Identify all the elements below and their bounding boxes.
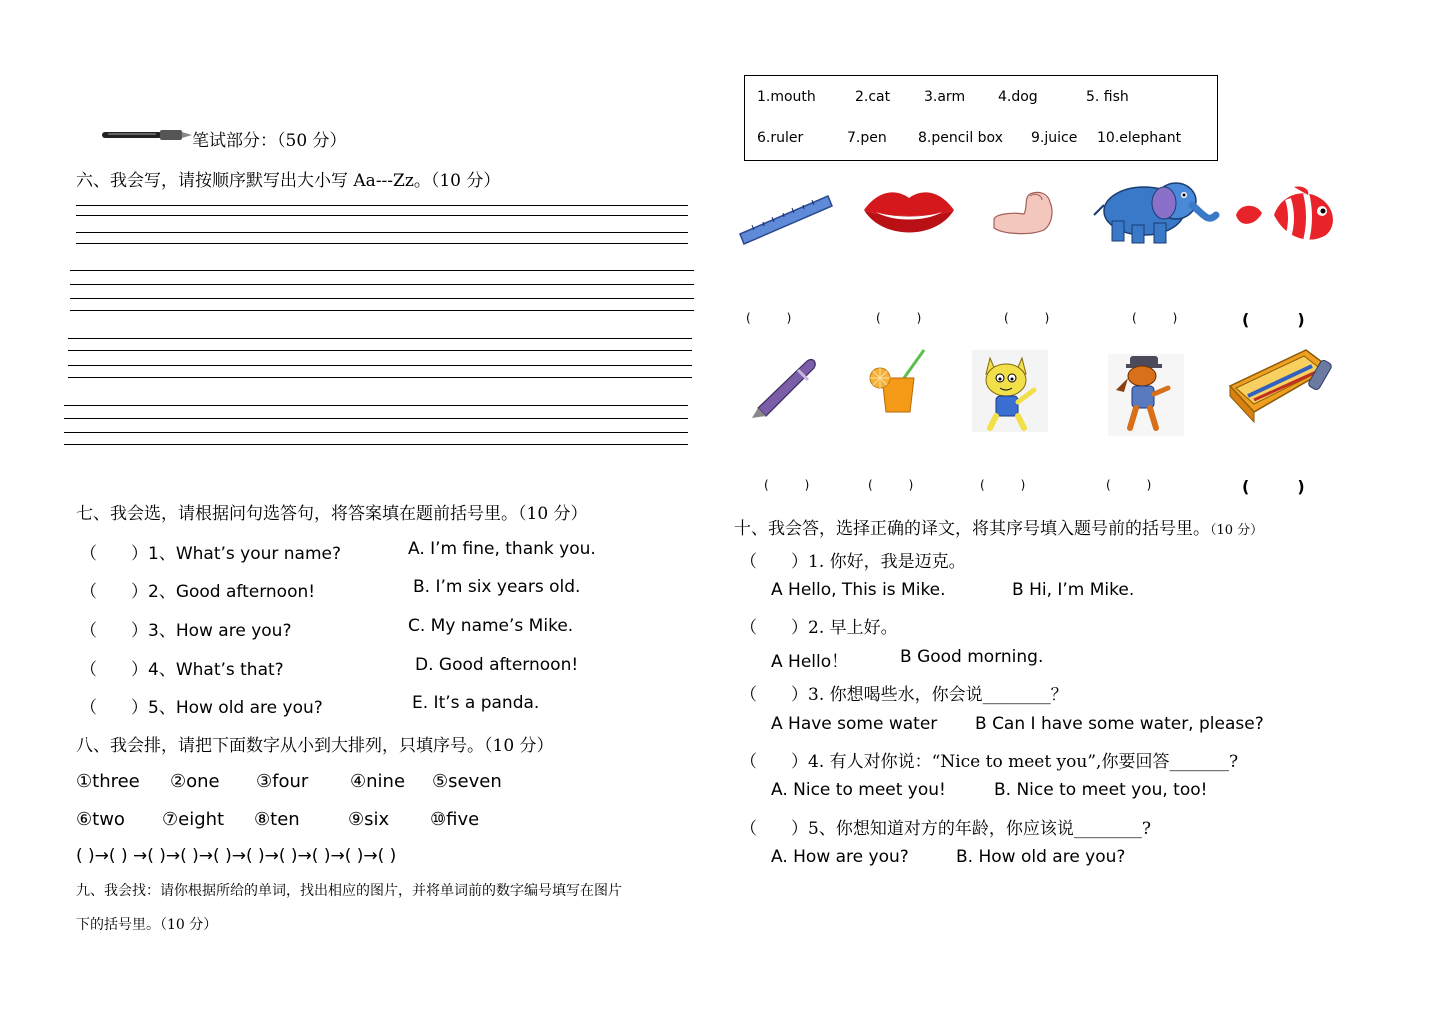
section-10-title-text: 十、我会答，选择正确的译文，将其序号填入题号前的括号里。 [734, 519, 1210, 539]
dog-picture [1108, 354, 1184, 436]
ruler-picture [738, 190, 834, 250]
answer-blank[interactable]: ( ) [980, 478, 1026, 492]
word-bank-item: 1.mouth [757, 89, 816, 105]
sec10-option-a: A Have some water [771, 714, 938, 734]
section-6-title: 六、我会写，请按顺序默写出大小写 Aa---Zz。（10 分） [76, 171, 501, 191]
sec7-answer-a: A. I’m fine, thank you. [408, 539, 596, 559]
section-7-title: 七、我会选，请根据问句选答句，将答案填在题前括号里。（10 分） [76, 504, 588, 524]
answer-blank[interactable]: ( ) [746, 311, 792, 325]
sec10-question-5: （ ）5、你想知道对方的年龄，你应该说________? [740, 819, 1151, 839]
sec10-option-a: A Hello！ [771, 652, 849, 672]
cat-picture [972, 350, 1048, 432]
number-word: ③four [256, 771, 309, 792]
fountain-pen-icon [102, 128, 192, 142]
word-bank-item: 6.ruler [757, 130, 804, 146]
word-bank-item: 3.arm [924, 89, 966, 105]
answer-blank[interactable]: ( ) [764, 478, 810, 492]
number-word: ④nine [350, 771, 406, 792]
number-word: ⑥two [76, 809, 125, 830]
number-word: ⑨six [348, 809, 390, 830]
word-bank-item: 9.juice [1031, 130, 1078, 146]
number-word: ①three [76, 771, 140, 792]
sec7-answer-d: D. Good afternoon! [415, 655, 579, 675]
section-9-title-line2: 下的括号里。（10 分） [76, 917, 218, 933]
sec7-answer-c: C. My name’s Mike. [408, 616, 574, 636]
section-9-title-line1: 九、我会找：请你根据所给的单词，找出相应的图片，并将单词前的数字编号填写在图片 [76, 883, 622, 899]
word-bank-item: 7.pen [847, 130, 887, 146]
section-10-title [734, 514, 1263, 539]
fish-picture [1234, 185, 1340, 247]
arm-picture [990, 190, 1062, 240]
sec10-question-4: （ ）4. 有人对你说：“Nice to meet you”,你要回答_______? [740, 752, 1239, 772]
sec10-option-b: B Good morning. [900, 647, 1044, 667]
sec7-question-3: （ ）3、How are you? [80, 621, 292, 641]
number-word: ②one [170, 771, 220, 792]
lips-picture [862, 188, 956, 240]
sec10-question-1: （ ）1. 你好，我是迈克。 [740, 552, 966, 572]
word-bank-item: 4.dog [998, 89, 1038, 105]
sec10-option-b: B Hi, I’m Mike. [1012, 580, 1135, 600]
sec7-question-5: （ ）5、How old are you? [80, 698, 323, 718]
word-bank-item: 2.cat [855, 89, 891, 105]
number-word: ⑤seven [432, 771, 502, 792]
answer-blank[interactable]: ( ) [868, 478, 914, 492]
sec10-option-a: A Hello, This is Mike. [771, 580, 946, 600]
sec10-question-3: （ ）3. 你想喝些水，你会说________？ [740, 685, 1068, 705]
word-bank-item: 5. fish [1086, 89, 1129, 105]
sec10-option-a: A. Nice to meet you! [771, 780, 946, 800]
number-word: ⑩five [430, 809, 480, 830]
word-bank-item: 10.elephant [1097, 130, 1182, 146]
answer-blank[interactable]: ( ) [1132, 311, 1178, 325]
number-word: ⑧ten [254, 809, 300, 830]
answer-blank[interactable]: ( ) [1106, 478, 1152, 492]
sec10-option-b: B. How old are you? [956, 847, 1126, 867]
sec10-option-b: B. Nice to meet you, too! [994, 780, 1208, 800]
sec7-answer-e: E. It’s a panda. [412, 693, 540, 713]
juice-picture [868, 348, 930, 416]
answer-blank[interactable]: ( ) [876, 311, 922, 325]
answer-blank[interactable]: ( ) [1004, 311, 1050, 325]
sec10-option-a: A. How are you? [771, 847, 909, 867]
ordering-answer-chain[interactable]: ( )→( ) →( )→( )→( )→( )→( )→( )→( )→( ) [76, 846, 397, 866]
pen-picture [748, 354, 820, 420]
number-word: ⑦eight [162, 809, 225, 830]
section-8-title: 八、我会排，请把下面数字从小到大排列，只填序号。（10 分） [76, 736, 554, 756]
writing-section-header: 笔试部分：（50 分） [192, 131, 347, 151]
answer-blank[interactable]: ( ) [1242, 310, 1305, 329]
sec7-question-4: （ ）4、What’s that? [80, 660, 284, 680]
sec7-question-2: （ ）2、Good afternoon! [80, 582, 316, 602]
word-bank-item: 8.pencil box [918, 130, 1003, 146]
sec7-answer-b: B. I’m six years old. [413, 577, 581, 597]
pencil-box-picture [1226, 346, 1334, 424]
section-10-score: （10 分） [1210, 523, 1264, 538]
answer-blank[interactable]: ( ) [1242, 477, 1305, 496]
sec7-question-1: （ ）1、What’s your name? [80, 544, 342, 564]
elephant-picture [1092, 175, 1218, 245]
sec10-question-2: （ ）2. 早上好。 [740, 618, 898, 638]
word-bank-box [744, 75, 1218, 161]
sec10-option-b: B Can I have some water, please? [975, 714, 1264, 734]
